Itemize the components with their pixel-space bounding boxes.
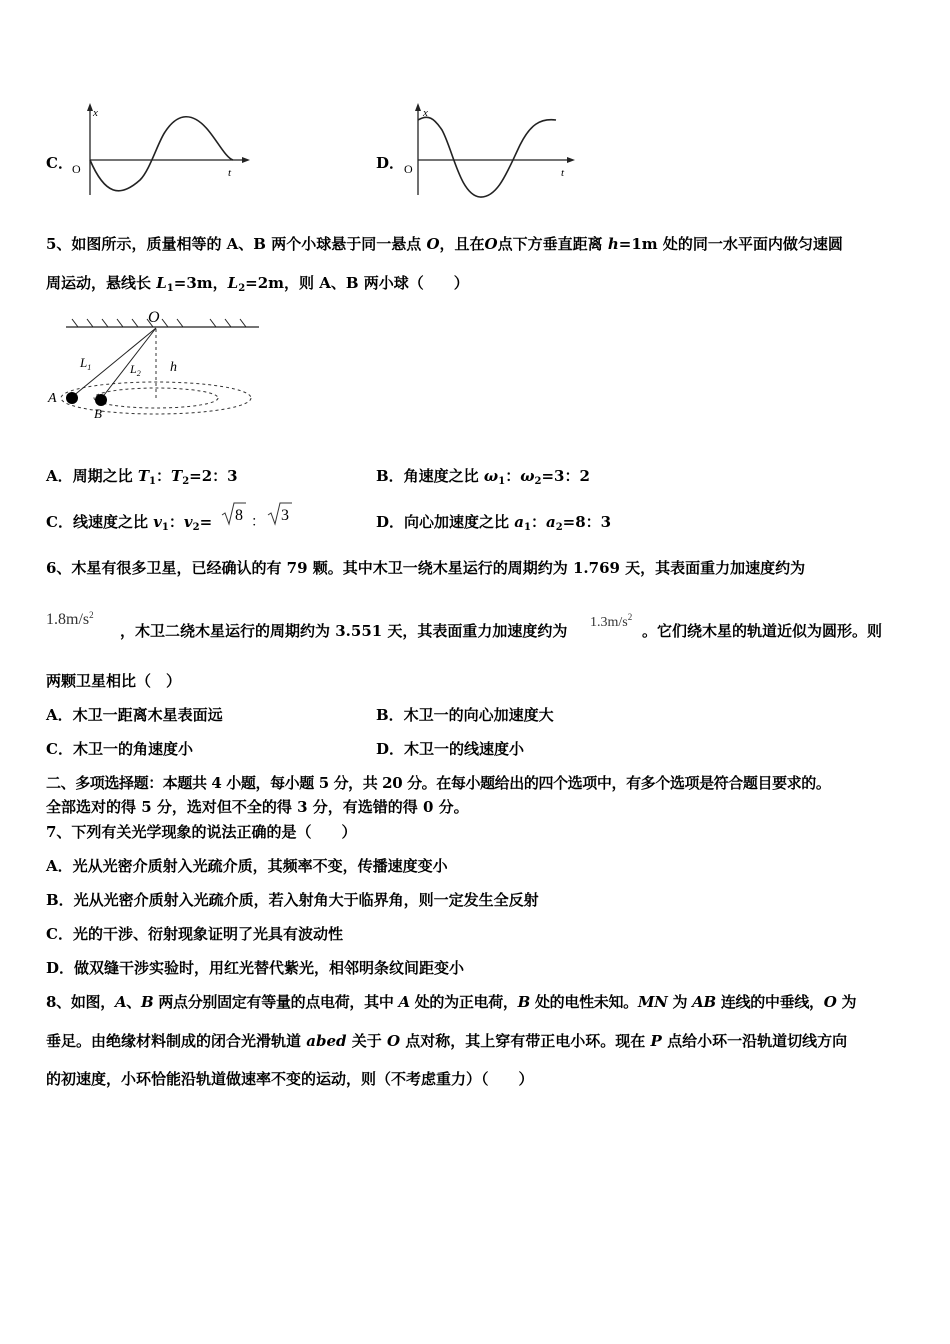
section2-heading-line1: 二、多项选择题：本题共 4 小题，每小题 5 分，共 20 分。在每小题给出的四个选项中，有多个选项是符合题目要求的。: [46, 774, 831, 792]
q8-stem-line1: 8、如图，A、B 两点分别固定有等量的点电荷，其中 A 处的为正电荷，B 处的电性未知。MN 为 AB 连线的中垂线，O 为: [46, 993, 857, 1011]
q6-option-c[interactable]: C．木卫一的角速度小: [46, 740, 193, 758]
q5-option-c-radicals: [220, 500, 300, 532]
axis-t-label: t: [228, 167, 232, 179]
q7-option-a[interactable]: A．光从光密介质射入光疏介质，其频率不变，传播速度变小: [46, 857, 448, 875]
q7-option-d[interactable]: D．做双缝干涉实验时，用红光替代紫光，相邻明条纹间距变小: [46, 959, 465, 977]
q6-stem-line2a: ，木卫二绕木星运行的周期约为 3.551 天，其表面重力加速度约为: [120, 622, 568, 640]
cosine-curve: [418, 117, 556, 197]
q6-stem-line2b: 。它们绕木星的轨道近似为圆形。则: [642, 622, 883, 640]
l1-label: $L_1$: [80, 355, 92, 372]
q6-stem-line1: 6、木星有很多卫星，已经确认的有 79 颗。其中木卫一绕木星运行的周期约为 1.769 天，其表面重力加速度约为: [46, 559, 806, 577]
q6-option-a[interactable]: A．木卫一距离木星表面远: [46, 706, 223, 724]
axis-x-label: x: [93, 107, 98, 119]
q6-gravity-1: $1.8m/s^2$: [46, 610, 94, 628]
q6-option-b[interactable]: B．木卫一的向心加速度大: [376, 706, 554, 724]
q5-option-a[interactable]: A．周期之比 $T_1$：$T_2=2$：3: [46, 467, 238, 487]
label-b: B: [94, 406, 102, 421]
radicand-8: 8: [235, 507, 243, 524]
ratio-colon: ：: [251, 515, 265, 530]
ball-b: [95, 394, 107, 406]
q7-stem: 7、下列有关光学现象的说法正确的是（ ）: [46, 823, 357, 841]
q6-option-d[interactable]: D．木卫一的线速度小: [376, 740, 525, 758]
label-a: A: [48, 391, 57, 406]
radicand-3: 3: [281, 507, 289, 524]
string-l2: [101, 328, 156, 399]
q5-option-c[interactable]: C．线速度之比 $v_1$：$v_2=$: [46, 513, 213, 533]
q8-stem-line3: 的初速度，小环恰能沿轨道做速率不变的运动，则（不考虑重力）（ ）: [46, 1070, 534, 1088]
t-axis-arrow: [567, 157, 575, 163]
h-label: h: [170, 360, 177, 375]
sine-curve: [90, 117, 233, 191]
q5-option-b[interactable]: B．角速度之比 $\omega_1$：$\omega_2=3$：2: [376, 467, 590, 487]
q7-option-c[interactable]: C．光的干涉、衍射现象证明了光具有波动性: [46, 925, 343, 943]
q4-option-c-label[interactable]: C．: [46, 154, 73, 172]
origin-label: O: [72, 162, 81, 176]
q4-option-c-graph: [68, 100, 253, 200]
q6-stem-line3: 两颗卫星相比（ ）: [46, 672, 182, 690]
q6-gravity-2: $1.3m/s^2$: [590, 612, 633, 630]
q7-option-b[interactable]: B．光从光密介质射入光疏介质，若入射角大于临界角，则一定发生全反射: [46, 891, 539, 909]
q5-stem-line2: 周运动，悬线长 $L_1=3m$，$L_2=2m$，则 A、B 两小球（ ）: [46, 274, 469, 294]
ball-a: [66, 392, 78, 404]
t-axis-arrow: [242, 157, 250, 163]
section2-heading-line2: 全部选对的得 5 分，选对但不全的得 3 分，有选错的得 0 分。: [46, 798, 469, 816]
origin-label: O: [404, 162, 413, 176]
y-axis-arrow: [415, 103, 421, 111]
axis-t-label: t: [561, 167, 565, 179]
q5-stem-line1: 5、如图所示，质量相等的 A、B 两个小球悬于同一悬点 O，且在O点下方垂直距离 h=1m 处的同一水平面内做匀速圆: [46, 235, 843, 253]
q5-pendulum-figure: [44, 303, 266, 421]
l2-label: $L_2$: [130, 362, 141, 378]
axis-x-label: x: [423, 107, 428, 119]
q4-option-d-label[interactable]: D．: [376, 154, 405, 172]
q4-option-d-graph: [398, 100, 583, 200]
q5-option-d[interactable]: D．向心加速度之比 $a_1$：$a_2=8$：3: [376, 513, 612, 533]
q8-stem-line2: 垂足。由绝缘材料制成的闭合光滑轨道 abed 关于 O 点对称，其上穿有带正电小环。现在 P 点给小环一沿轨道切线方向: [46, 1032, 848, 1050]
point-o-label: O: [148, 309, 160, 326]
